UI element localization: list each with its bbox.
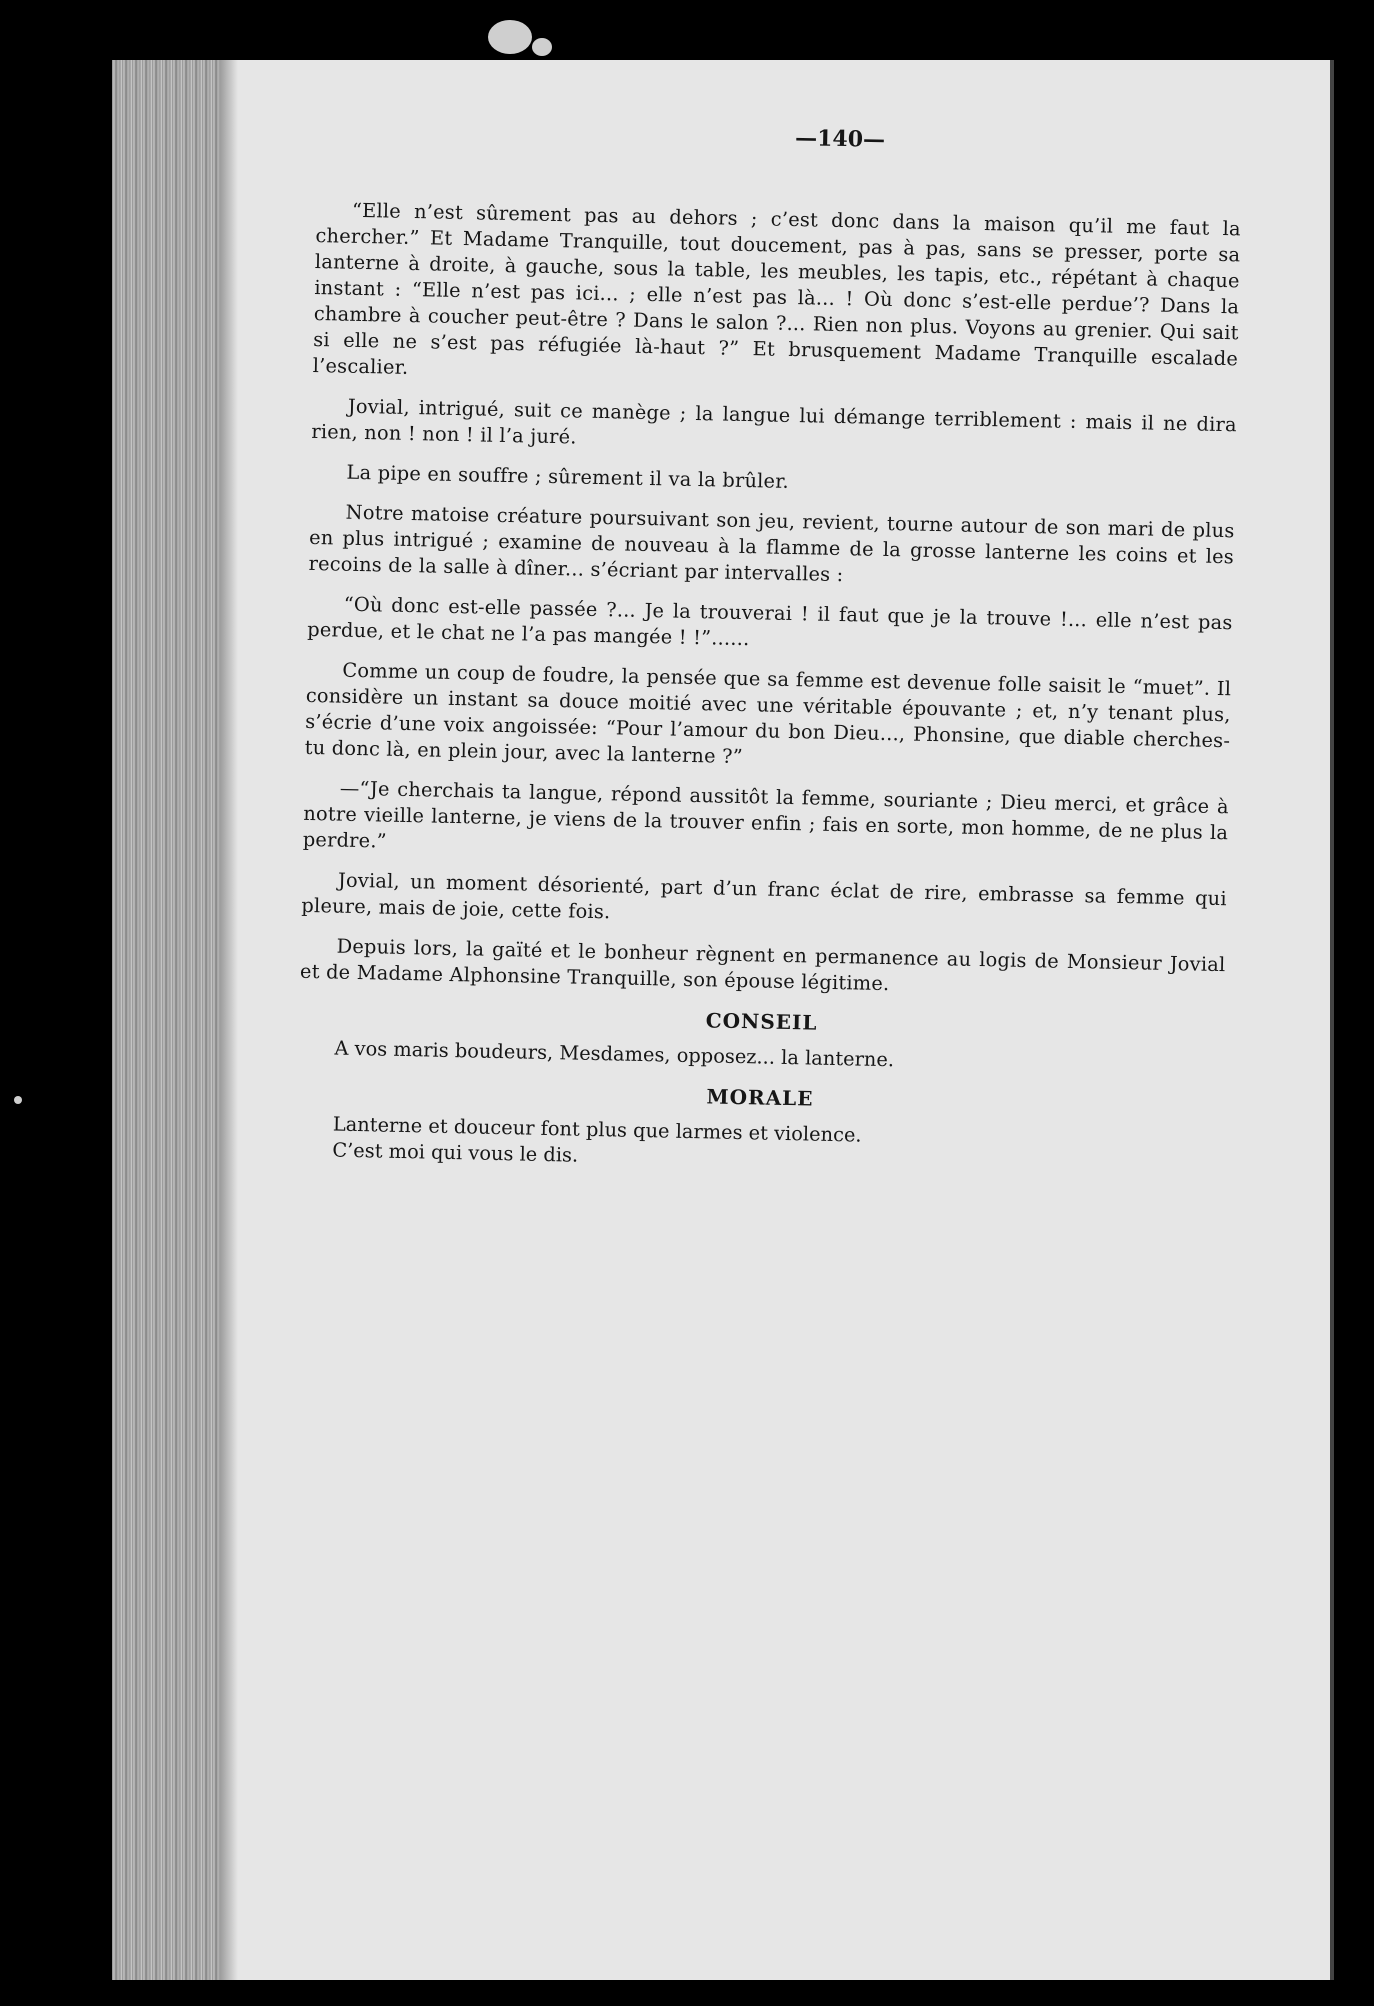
conseil-heading: CONSEIL: [705, 1008, 818, 1035]
paragraph-4: Notre matoise créature poursuivant son jeu, revient, tourne autour de son mari de plus en plus intrigué ; examine de nouveau à la flamme de la grosse lanterne les coins et les recoins de la salle à dîner... s’écriant par intervalles :: [308, 500, 1235, 587]
morale-heading: MORALE: [706, 1084, 814, 1111]
paragraph-2: Jovial, intrigué, suit ce manège ; la langue lui démange terriblement : mais il ne dira rien, non ! non ! il l’a juré.: [311, 394, 1237, 449]
paragraph-8: Jovial, un moment désorienté, part d’un franc éclat de rire, embrasse sa femme qui pleure, mais de joie, cette fois.: [301, 868, 1228, 924]
paragraph-3: La pipe en souffre ; sûrement il va la brûler.: [346, 460, 790, 493]
paragraph-1: “Elle n’est sûrement pas au dehors ; c’est donc dans la maison qu’il me faut la chercher.” Et Madame Tranquille, tout doucement, pas à pas, sans se presser, porte sa lanterne à droite, à gauche, sous la table, les meubles, les tapis, etc., répétant à chaque instant : “Elle n’est pas ici... ; elle n’est pas là... ! Où donc s’est-elle perdue’? Dans la chambre à coucher peut-être ? Dans le salon ?... Rien non plus. Voyons au grenier. Qui sait si elle ne s’est pas réfugiée là-haut ?” Et brusquement Madame Tranquille escalade l’escalier.: [312, 198, 1242, 379]
conseil-text: A vos maris boudeurs, Mesdames, opposez... la lanterne.: [334, 1036, 895, 1072]
morale-line-2: C’est moi qui vous le dis.: [332, 1138, 579, 1167]
scan-speck: [532, 38, 552, 56]
paragraph-9: Depuis lors, la gaïté et le bonheur règnent en permanence au logis de Monsieur Jovial et de Madame Alphonsine Tranquille, son épouse légitime.: [299, 934, 1226, 996]
page-number: —140—: [794, 125, 886, 153]
scan-speck: [488, 20, 532, 54]
scan-speck: [14, 1096, 22, 1104]
binding-shadow: [220, 60, 238, 1980]
page-text: [296, 115, 1243, 1182]
page-binding-edge: [112, 60, 220, 1980]
paragraph-5: “Où donc est-elle passée ?... Je la trouverai ! il faut que je la trouve !... elle n’est pas perdue, et le chat ne l’a pas mangée ! !”......: [306, 592, 1233, 651]
morale-line-1: Lanterne et douceur font plus que larmes et violence.: [332, 1112, 862, 1147]
paragraph-6: Comme un coup de foudre, la pensée que sa femme est devenue folle saisit le “muet”. Il considère un instant sa douce moitié avec une véritable épouvante ; et, n’y tenant plus, s’écrie d’une voix angoissée: “Pour l’amour du bon Dieu..., Phonsine, que diable cherches-tu donc là, en plein jour, avec la lanterne ?”: [304, 658, 1232, 769]
page-right-edge: [1330, 60, 1334, 1980]
paragraph-7: —“Je cherchais ta langue, répond aussitôt la femme, souriante ; Dieu merci, et grâce à notre vieille lanterne, je viens de la trouver enfin ; fais en sorte, mon homme, de ne plus la perdre.”: [302, 776, 1229, 853]
